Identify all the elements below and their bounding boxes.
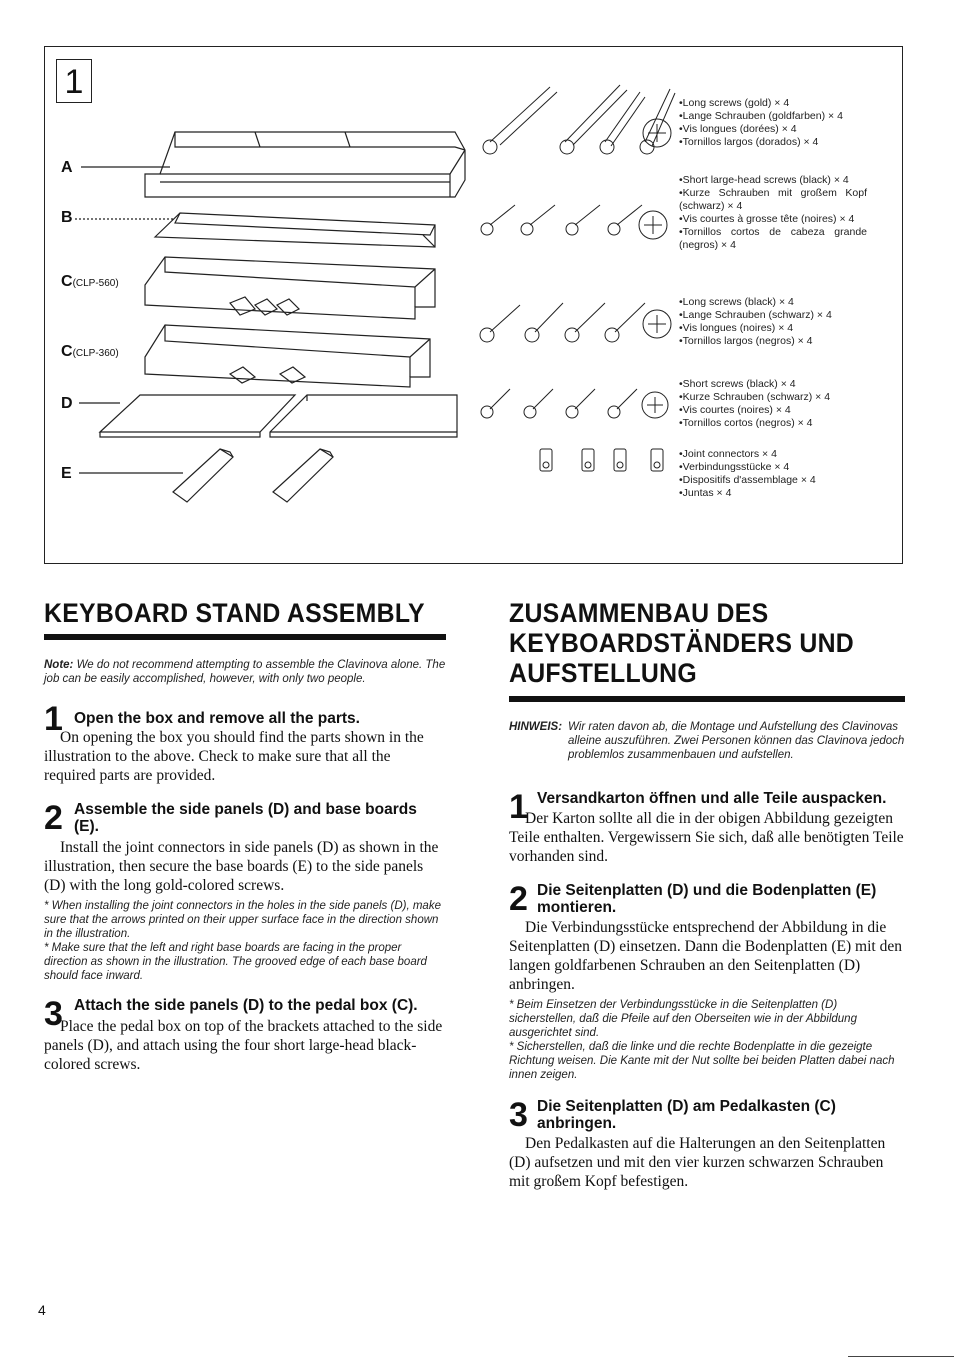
part-c-560-pedal-box-drawing [145, 257, 435, 319]
part-e-base-boards-drawing [173, 449, 333, 502]
english-title-rule [44, 634, 446, 640]
step-body: Place the pedal box on top of the brackets attached to the side panels (D), and attach using the four short large-head black-colored screws. [44, 1018, 443, 1073]
step-heading: Versandkarton öffnen und alle Teile auspacken. [537, 790, 887, 807]
step-number: 1 [509, 788, 528, 826]
parts-figure [44, 46, 903, 564]
label-e: E [61, 465, 72, 482]
part-a-keyboard-drawing [145, 132, 465, 197]
step-number: 3 [44, 995, 63, 1033]
step-note: * Make sure that the left and right base boards are facing in the proper direction as shown in the illustration. The grooved edge of each base board should face inward. [44, 942, 427, 982]
short-large-head-screws-icon [481, 205, 667, 239]
german-column [509, 598, 905, 1191]
step-number: 2 [44, 799, 63, 837]
label-c-360: C(CLP-360) [61, 343, 119, 360]
english-note: Note: We do not recommend attempting to assemble the Clavinova alone. The job can be easily accomplished, however, with only two people. [44, 659, 446, 685]
page-number: 4 [38, 1302, 46, 1318]
german-step-2 [509, 882, 905, 1082]
step-note: * Beim Einsetzen der Verbindungsstücke in die Seitenplatten (D) sicherstellen, daß die Pfeile auf den Oberseiten wie in der Abbildung ausgerichtet sind. [509, 999, 857, 1039]
step-heading: Assemble the side panels (D) and base boards (E). [74, 801, 417, 835]
step-body: Der Karton sollte all die in der obigen Abbildung gezeigten Teile enthalten. Vergewissern Sie sich, daß alle benötigten Teile vorhanden sind. [509, 810, 904, 865]
step-heading: Die Seitenplatten (D) und die Bodenplatten (E) montieren. [537, 882, 877, 916]
english-column [44, 598, 446, 1074]
step-heading: Attach the side panels (D) to the pedal box (C). [74, 997, 418, 1014]
short-black-screws-icon [481, 389, 668, 418]
german-step-3 [509, 1098, 905, 1191]
german-title-line-3: AUFSTELLUNG [509, 658, 697, 688]
english-step-3 [44, 997, 446, 1074]
label-a: A [61, 159, 73, 176]
german-title-line-1: ZUSAMMENBAU DES [509, 598, 769, 628]
step-heading: Open the box and remove all the parts. [74, 710, 360, 727]
long-gold-screws-icon [483, 85, 675, 154]
step-body: Die Verbindungsstücke entsprechend der Abbildung in die Seitenplatten (D) einsetzen. Dann die Bodenplatten (E) mit den langen goldfarbenen Schrauben an den Seitenplatten (D) anbringen. [509, 919, 902, 993]
step-body: On opening the box you should find the parts shown in the illustration to the above. Check to make sure that all the required parts are provided. [44, 729, 424, 784]
step-number: 1 [44, 700, 63, 738]
joint-connectors-icon [540, 449, 663, 471]
step-number: 2 [509, 880, 528, 918]
step-number: 3 [509, 1096, 528, 1134]
part-b-back-board-drawing [155, 213, 435, 247]
part-d-side-panels-drawing [100, 395, 457, 437]
joint-connectors-list: •Joint connectors × 4 •Verbindungsstücke × 4 •Dispositifs d'assemblage × 4 •Juntas × 4 [679, 448, 816, 499]
german-step-1 [509, 790, 905, 866]
label-b: B [61, 209, 73, 226]
english-title: KEYBOARD STAND ASSEMBLY [44, 598, 425, 628]
step-body: Install the joint connectors in side panels (D) as shown in the illustration, then secure the base boards (E) to the side panels (D) with the long gold-colored screws. [44, 839, 439, 894]
label-c-560: C(CLP-560) [61, 273, 119, 290]
figure-number: 1 [56, 59, 92, 103]
english-step-2 [44, 801, 446, 983]
part-c-360-pedal-box-drawing [145, 325, 430, 387]
short-large-head-screws-list: •Short large-head screws (black) × 4 •Kurze Schrauben mit großem Kopf (schwarz) × 4 •Vis courtes à grosse tête (noires) × 4 •Tornillos cortos de cabeza grande (negros) × 4 [679, 174, 867, 251]
step-note: * Sicherstellen, daß die linke und die rechte Bodenplatte in die gezeigte Richtung weisen. Die Kante mit der Nut sollte bei beiden Platten dabei nach innen zeigen. [509, 1041, 895, 1081]
german-title-line-2: KEYBOARDSTÄNDERS UND [509, 628, 855, 658]
short-black-screws-list: •Short screws (black) × 4 •Kurze Schrauben (schwarz) × 4 •Vis courtes (noires) × 4 •Tornillos cortos (negros) × 4 [679, 378, 831, 429]
german-title-rule [509, 696, 905, 702]
english-step-1 [44, 700, 446, 785]
step-heading: Die Seitenplatten (D) am Pedalkasten (C) anbringen. [537, 1098, 836, 1132]
step-note: * When installing the joint connectors in the holes in the side panels (D), make sure that the arrows printed on their upper surface face in the direction shown in the illustration. [44, 900, 441, 940]
label-d: D [61, 395, 73, 412]
long-gold-screws-list: •Long screws (gold) × 4 •Lange Schrauben (goldfarben) × 4 •Vis longues (dorées) × 4 •Tornillos largos (dorados) × 4 [679, 97, 843, 148]
long-black-screws-icon [480, 303, 671, 342]
bottom-rule [848, 1356, 954, 1357]
long-black-screws-list: •Long screws (black) × 4 •Lange Schrauben (schwarz) × 4 •Vis longues (noires) × 4 •Tornillos largos (negros) × 4 [679, 296, 832, 347]
step-body: Den Pedalkasten auf die Halterungen an den Seitenplatten (D) aufsetzen und mit den vier kurzen schwarzen Schrauben mit großem Kopf befestigen. [509, 1135, 886, 1190]
german-note: HINWEIS: Wir raten davon ab, die Montage und Aufstellung des Clavinovas alleine auszuführen. Zwei Personen können das Clavinova jedoch problemlos zusammenbauen und aufstellen. [509, 721, 905, 761]
